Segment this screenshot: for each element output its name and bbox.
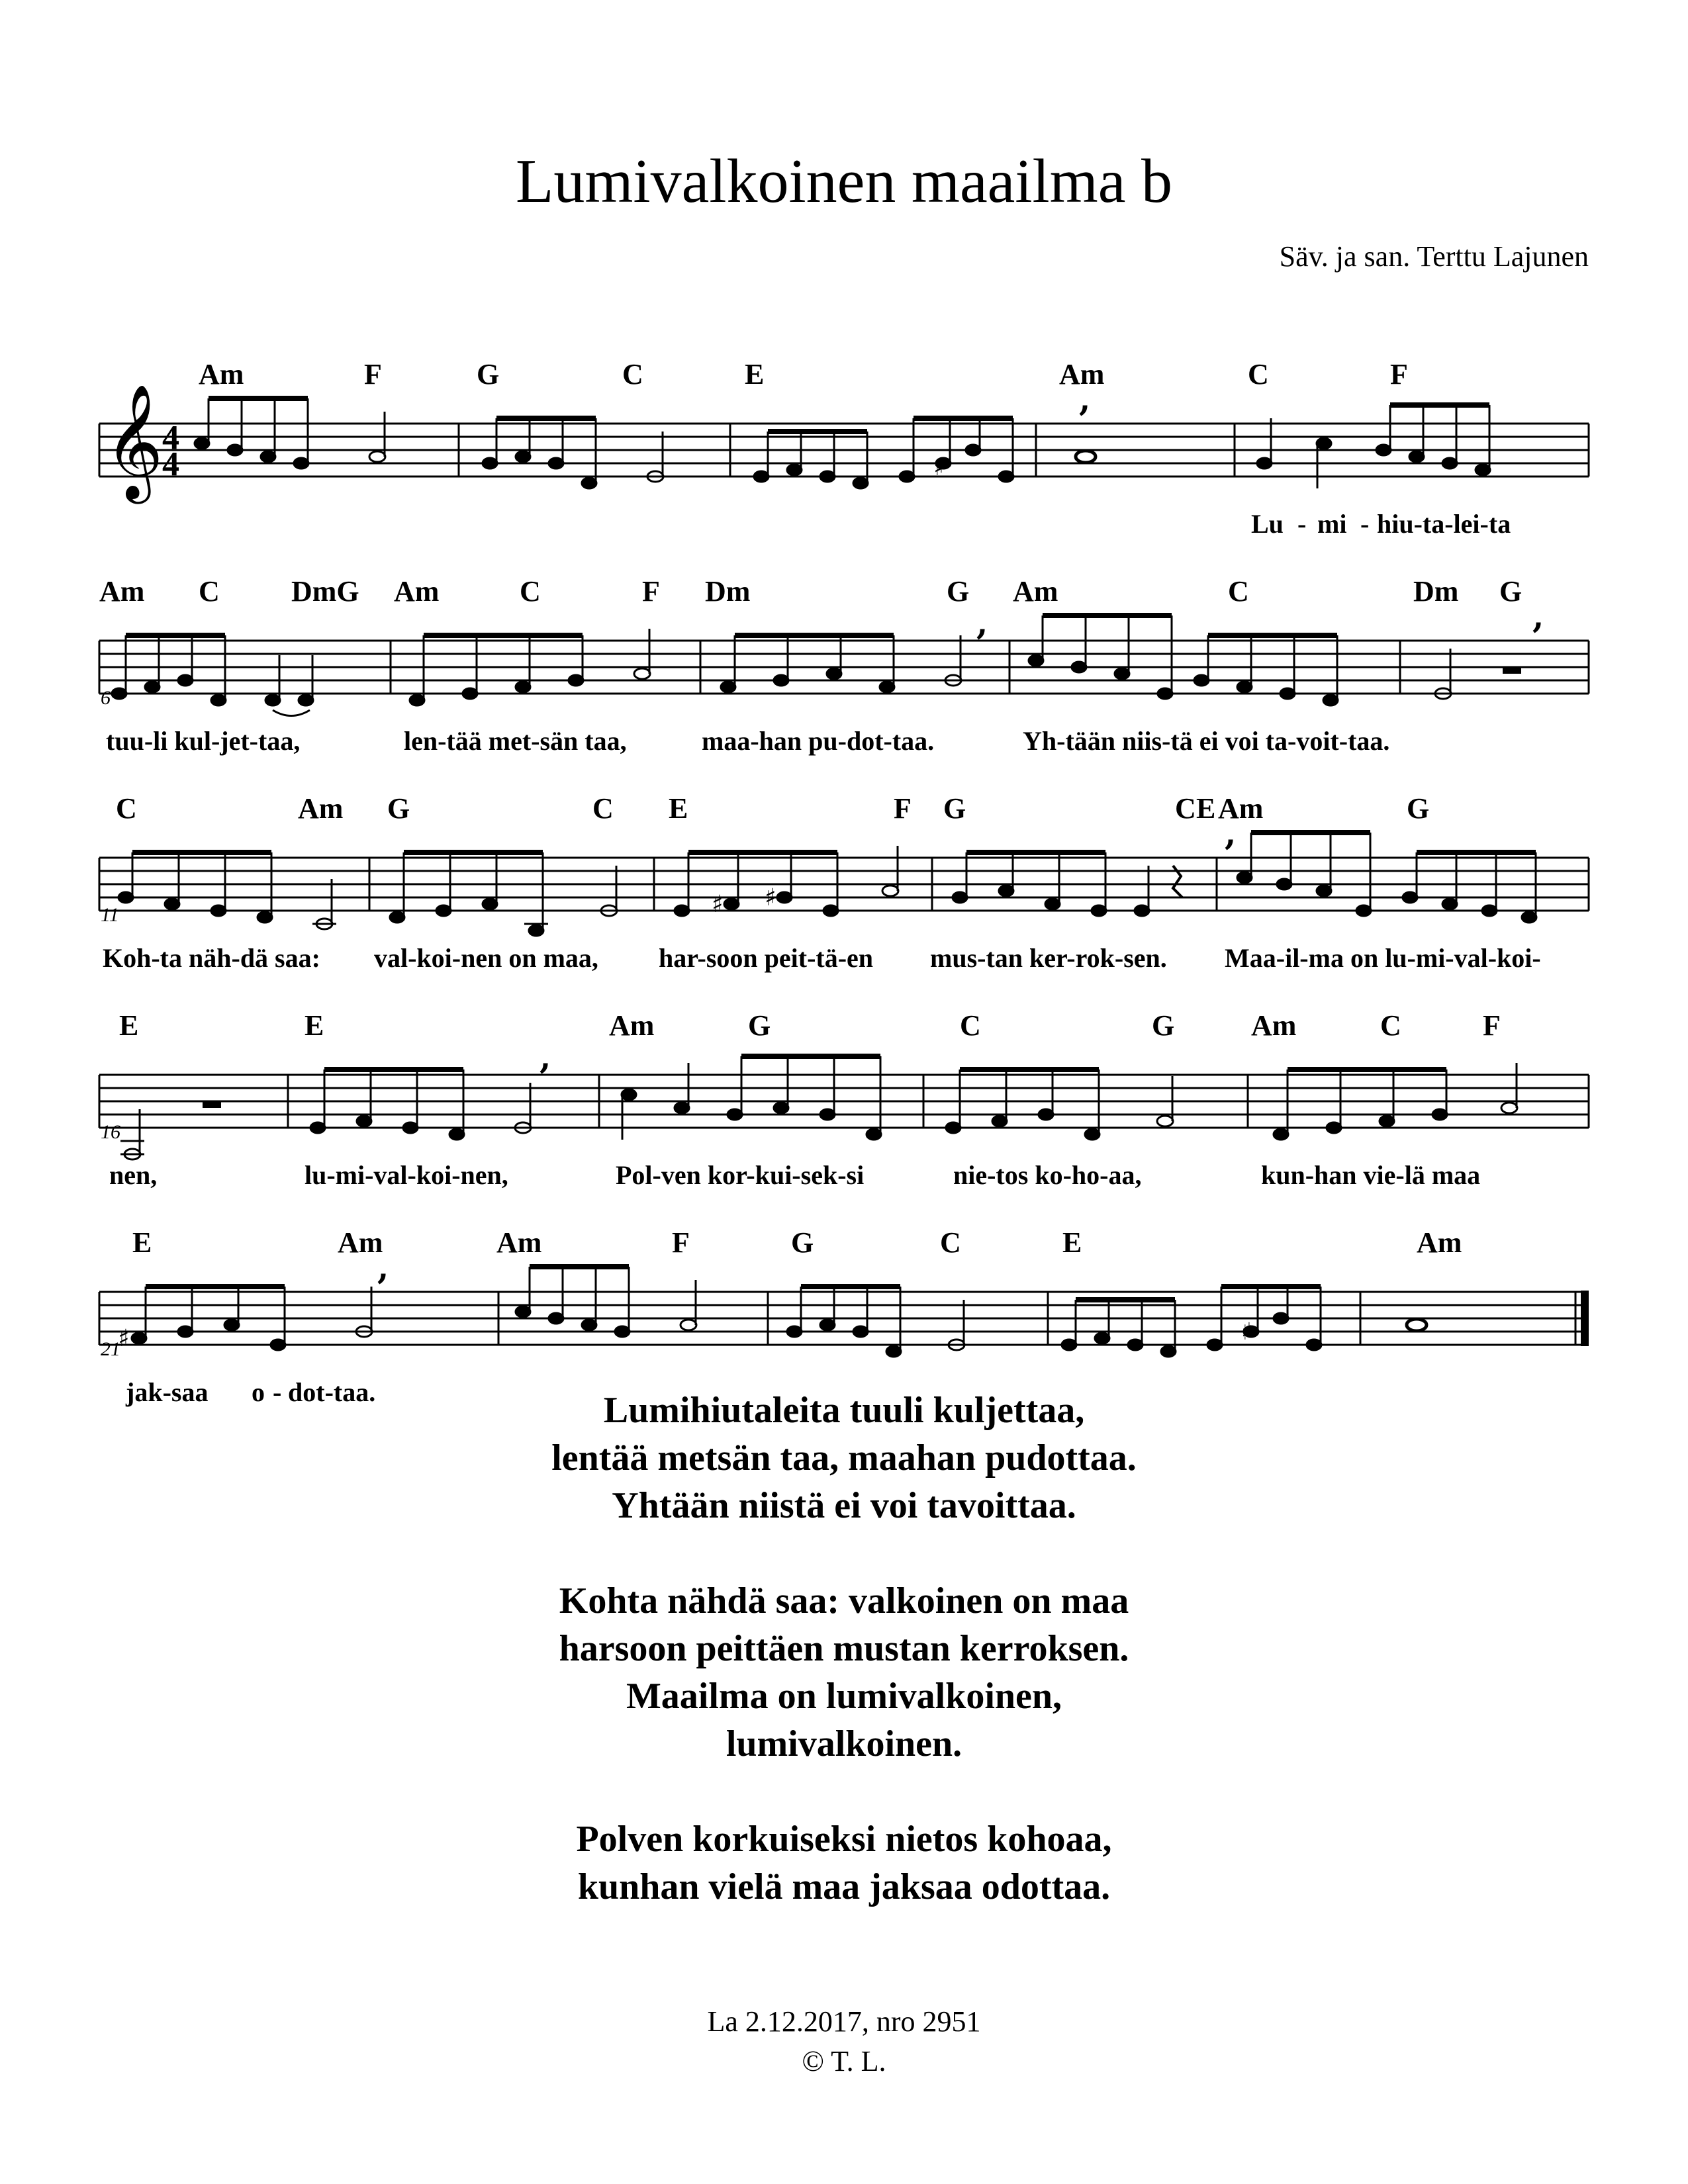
chord-symbol: C bbox=[1228, 575, 1249, 608]
lyric-syllable: mi bbox=[1317, 509, 1347, 539]
chord-symbol: E bbox=[119, 1009, 139, 1042]
chord-symbol: C bbox=[520, 575, 541, 608]
svg-text:,: , bbox=[1079, 379, 1091, 418]
svg-text:,: , bbox=[1532, 596, 1544, 635]
lyric-phrase: nen, bbox=[109, 1160, 158, 1190]
song-title: Lumivalkoinen maailma b bbox=[516, 147, 1172, 216]
lyric-phrase: dot-taa. bbox=[288, 1377, 376, 1407]
verse-2 bbox=[0, 1577, 1688, 1768]
chord-symbol: E bbox=[1062, 1226, 1082, 1259]
lyric-phrase: jak-saa bbox=[126, 1377, 209, 1407]
staff-svg-5 bbox=[99, 1226, 1589, 1358]
chord-symbol: E bbox=[305, 1009, 324, 1042]
svg-text:♯: ♯ bbox=[765, 884, 776, 911]
staff-svg-1 bbox=[99, 357, 1589, 499]
chord-symbol: G bbox=[943, 792, 966, 825]
verse-line: Maailma on lumivalkoinen, bbox=[626, 1676, 1062, 1717]
chord-symbol: Am bbox=[1251, 1009, 1297, 1042]
chord-symbol: C bbox=[960, 1009, 981, 1042]
chord-symbol: G bbox=[387, 792, 410, 825]
chord-symbol: G bbox=[947, 575, 970, 608]
svg-text:,: , bbox=[377, 1248, 389, 1287]
staff-system-3 bbox=[99, 792, 1589, 983]
chord-symbol: F bbox=[1483, 1009, 1501, 1042]
chord-symbol: F bbox=[1390, 358, 1408, 390]
lyric-phrase: len-tää met-sän taa, bbox=[404, 726, 627, 756]
chord-symbol: DmG bbox=[291, 575, 359, 608]
chord-symbol: Am bbox=[1059, 358, 1105, 390]
svg-text:♯: ♯ bbox=[712, 891, 724, 918]
verse-line: Polven korkuiseksi nietos kohoaa, bbox=[576, 1819, 1112, 1860]
measure-number: 6 bbox=[101, 687, 111, 709]
lyric-phrase: kun-han vie-lä maa bbox=[1261, 1160, 1481, 1190]
chord-symbol: C bbox=[199, 575, 220, 608]
verse-line: Kohta nähdä saa: valkoinen on maa bbox=[559, 1580, 1129, 1621]
chord-symbol: C bbox=[592, 792, 614, 825]
chord-symbol: Am bbox=[609, 1009, 655, 1042]
chord-symbol: Am bbox=[1417, 1226, 1462, 1259]
date-line: La 2.12.2017, nro 2951 bbox=[707, 2005, 981, 2038]
svg-text:4: 4 bbox=[162, 445, 179, 483]
measure-number: 16 bbox=[101, 1121, 120, 1143]
verse-3 bbox=[0, 1815, 1688, 1911]
measure-number: 21 bbox=[101, 1338, 120, 1360]
svg-text:♯: ♯ bbox=[933, 454, 945, 481]
verse-line: lumivalkoinen. bbox=[726, 1723, 962, 1764]
chord-symbol: E bbox=[669, 792, 688, 825]
chord-symbol: G bbox=[748, 1009, 771, 1042]
lyric-syllable: - bbox=[1360, 509, 1370, 539]
chord-symbol: G bbox=[1152, 1009, 1175, 1042]
chord-symbol: C bbox=[622, 358, 643, 390]
staff-system-1 bbox=[99, 357, 1589, 549]
lyric-syllable: o bbox=[252, 1377, 265, 1407]
chord-symbol: Am bbox=[496, 1226, 542, 1259]
svg-text:,: , bbox=[1225, 813, 1237, 852]
verse-1 bbox=[0, 1387, 1688, 1529]
chord-symbol: Am bbox=[394, 575, 440, 608]
treble-clef-icon: 𝄞 bbox=[105, 384, 164, 499]
chord-symbol: G bbox=[1407, 792, 1430, 825]
lyric-phrase: nie-tos ko-ho-aa, bbox=[953, 1160, 1142, 1190]
chord-symbol: Am bbox=[199, 358, 244, 390]
chord-symbol: Dm bbox=[705, 575, 751, 608]
svg-text:♯: ♯ bbox=[118, 1325, 130, 1352]
footer bbox=[0, 2002, 1688, 2081]
lyric-phrase: lu-mi-val-koi-nen, bbox=[305, 1160, 508, 1190]
chord-symbol: G bbox=[477, 358, 500, 390]
chord-symbol: Am bbox=[1013, 575, 1058, 608]
lyric-phrase: Pol-ven kor-kui-sek-si bbox=[616, 1160, 865, 1190]
chord-symbol: C bbox=[940, 1226, 961, 1259]
lyric-phrase: val-koi-nen on maa, bbox=[374, 943, 598, 973]
lyric-phrase: Maa-il-ma on lu-mi-val-koi- bbox=[1225, 943, 1541, 973]
svg-text:,: , bbox=[976, 603, 988, 642]
copyright: © T. L. bbox=[802, 2045, 886, 2077]
measure-number: 11 bbox=[101, 904, 119, 926]
time-signature: 4 bbox=[162, 419, 179, 457]
chord-symbol: Am bbox=[298, 792, 344, 825]
chord-symbol: E bbox=[745, 358, 765, 390]
lyric-phrase: mus-tan ker-rok-sen. bbox=[930, 943, 1167, 973]
chord-symbol: E bbox=[1196, 792, 1216, 825]
chord-symbol: C bbox=[1175, 792, 1196, 825]
lyric-syllable: - bbox=[1297, 509, 1307, 539]
staff-svg-4 bbox=[99, 1009, 1589, 1141]
staff-svg-3 bbox=[99, 792, 1589, 924]
lyric-phrase: Yh-tään niis-tä ei voi ta-voit-taa. bbox=[1023, 726, 1390, 756]
chord-symbol: Am bbox=[338, 1226, 383, 1259]
chord-symbol: F bbox=[894, 792, 912, 825]
verse-line: kunhan vielä maa jaksaa odottaa. bbox=[577, 1866, 1111, 1907]
lyric-phrase: maa-han pu-dot-taa. bbox=[702, 726, 935, 756]
composer-credit: Säv. ja san. Terttu Lajunen bbox=[1279, 240, 1589, 273]
chord-symbol: Dm bbox=[1413, 575, 1459, 608]
chord-symbol: C bbox=[1380, 1009, 1401, 1042]
lyric-syllable: - bbox=[273, 1377, 282, 1407]
staff-svg-2 bbox=[99, 574, 1589, 707]
chord-symbol: F bbox=[672, 1226, 690, 1259]
chord-symbol: C bbox=[116, 792, 137, 825]
chord-symbol: F bbox=[642, 575, 660, 608]
lyric-phrase: Koh-ta näh-dä saa: bbox=[103, 943, 320, 973]
verse-line: harsoon peittäen mustan kerroksen. bbox=[559, 1628, 1129, 1669]
chord-symbol: G bbox=[1499, 575, 1523, 608]
lyric-phrase: tuu-li kul-jet-taa, bbox=[106, 726, 301, 756]
chord-symbol: F bbox=[364, 358, 382, 390]
lyric-phrase: har-soon peit-tä-en bbox=[659, 943, 874, 973]
chord-symbol: G bbox=[791, 1226, 814, 1259]
lyric-syllable: hiu-ta-lei-ta bbox=[1377, 509, 1511, 539]
chord-symbol: Am bbox=[99, 575, 145, 608]
lyric-syllable: Lu bbox=[1251, 509, 1284, 539]
svg-text:,: , bbox=[539, 1037, 551, 1076]
chord-symbol: E bbox=[132, 1226, 152, 1259]
svg-text:♯: ♯ bbox=[1241, 1318, 1253, 1345]
verse-line: lentää metsän taa, maahan pudottaa. bbox=[551, 1437, 1137, 1479]
staff-system-4 bbox=[99, 1009, 1589, 1201]
chord-symbol: C bbox=[1248, 358, 1269, 390]
chord-symbol: Am bbox=[1218, 792, 1264, 825]
verse-line: Lumihiutaleita tuuli kuljettaa, bbox=[603, 1390, 1085, 1431]
verse-line: Yhtään niistä ei voi tavoittaa. bbox=[612, 1485, 1076, 1526]
lyrics-verses bbox=[0, 1387, 1688, 1958]
staff-system-2 bbox=[99, 574, 1589, 766]
